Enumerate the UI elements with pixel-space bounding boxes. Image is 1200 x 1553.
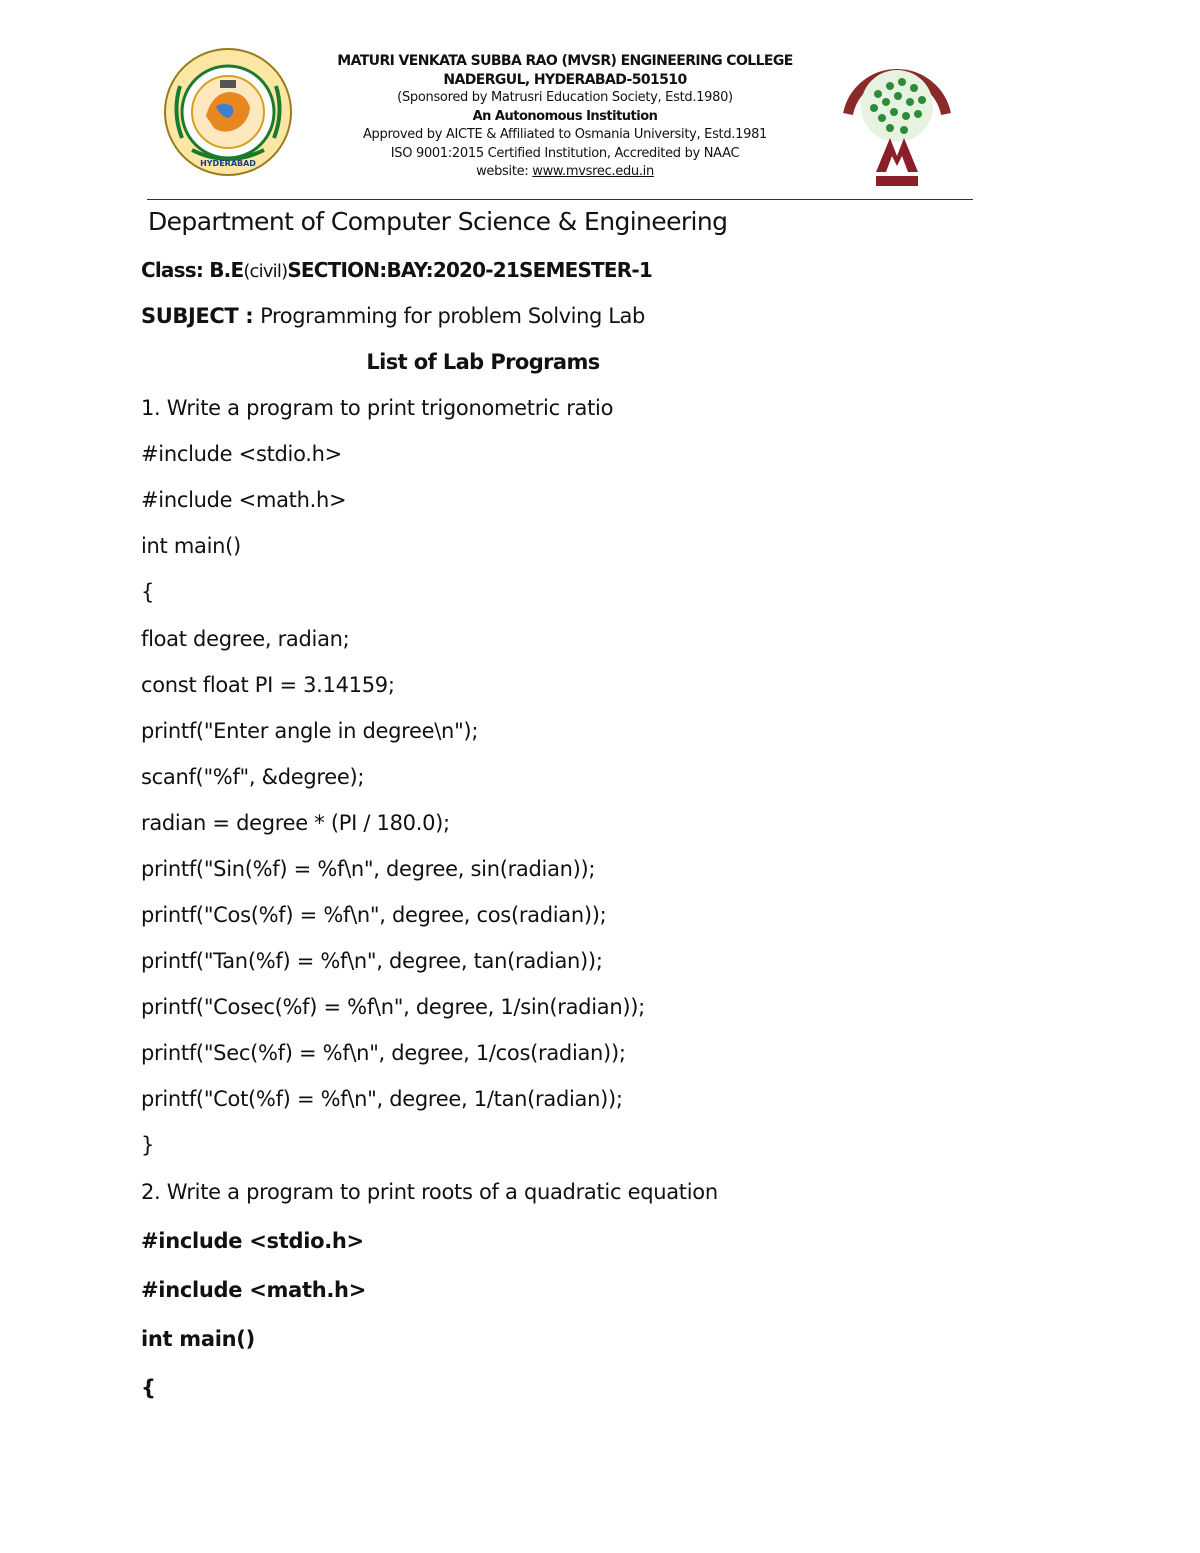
college-name: MATURI VENKATA SUBBA RAO (MVSR) ENGINEERING COLLEGE xyxy=(337,53,793,69)
code-line: printf("Cos(%f) = %f\n", degree, cos(radian)); xyxy=(141,903,607,927)
program-1-title: 1. Write a program to print trigonometric ratio xyxy=(141,396,614,420)
iso-certification: ISO 9001:2015 Certified Institution, Accredited by NAAC xyxy=(390,145,740,161)
department-title: Department of Computer Science & Engineering xyxy=(148,207,728,236)
website-line xyxy=(300,163,830,182)
code-line: int main() xyxy=(141,534,241,558)
class-prefix: Class: B.E xyxy=(141,258,244,282)
code-line: printf("Sec(%f) = %f\n", degree, 1/cos(radian)); xyxy=(141,1041,626,1065)
college-address: NADERGUL, HYDERABAD-501510 xyxy=(443,71,687,88)
autonomous-status: An Autonomous Institution xyxy=(472,108,658,124)
code-line: printf("Cot(%f) = %f\n", degree, 1/tan(radian)); xyxy=(141,1087,623,1111)
code-line: printf("Cosec(%f) = %f\n", degree, 1/sin(radian)); xyxy=(141,995,645,1019)
college-approval: Approved by AICTE & Affiliated to Osmania University, Estd.1981 xyxy=(362,127,768,142)
program-2-title: 2. Write a program to print roots of a quadratic equation xyxy=(141,1180,718,1204)
class-branch: (civil) xyxy=(243,261,288,282)
college-header xyxy=(300,52,830,182)
code-line: radian = degree * (PI / 180.0); xyxy=(141,811,450,835)
code-line: printf("Tan(%f) = %f\n", degree, tan(radian)); xyxy=(141,949,603,973)
code-line: #include <stdio.h> xyxy=(141,1229,364,1253)
code-line: #include <math.h> xyxy=(141,1278,366,1302)
website-link[interactable]: www.mvsrec.edu.in xyxy=(532,164,654,179)
subject-label: SUBJECT : xyxy=(141,304,261,328)
college-seal-logo xyxy=(162,46,294,178)
code-line: int main() xyxy=(141,1327,255,1351)
code-line: float degree, radian; xyxy=(141,627,350,651)
subject-line xyxy=(141,304,645,328)
website-label: website: xyxy=(476,164,533,179)
code-line: scanf("%f", &degree); xyxy=(141,765,365,789)
code-line: { xyxy=(141,580,155,604)
class-line xyxy=(141,258,652,282)
header-divider xyxy=(147,199,973,200)
code-line: const float PI = 3.14159; xyxy=(141,673,395,697)
college-sponsor: (Sponsored by Matrusri Education Society, Estd.1980) xyxy=(397,90,733,105)
code-line: #include <math.h> xyxy=(141,488,347,512)
list-title: List of Lab Programs xyxy=(366,350,600,374)
code-line: } xyxy=(141,1133,155,1157)
subject-value: Programming for problem Solving Lab xyxy=(260,304,645,328)
class-section-semester: SECTION:BAY:2020-21SEMESTER-1 xyxy=(287,258,652,282)
code-line: { xyxy=(141,1376,156,1400)
svg-text:HYDERABAD: HYDERABAD xyxy=(200,159,256,168)
society-tree-logo xyxy=(838,44,956,194)
code-line: printf("Enter angle in degree\n"); xyxy=(141,719,479,743)
code-line: #include <stdio.h> xyxy=(141,442,342,466)
code-line: printf("Sin(%f) = %f\n", degree, sin(radian)); xyxy=(141,857,596,881)
